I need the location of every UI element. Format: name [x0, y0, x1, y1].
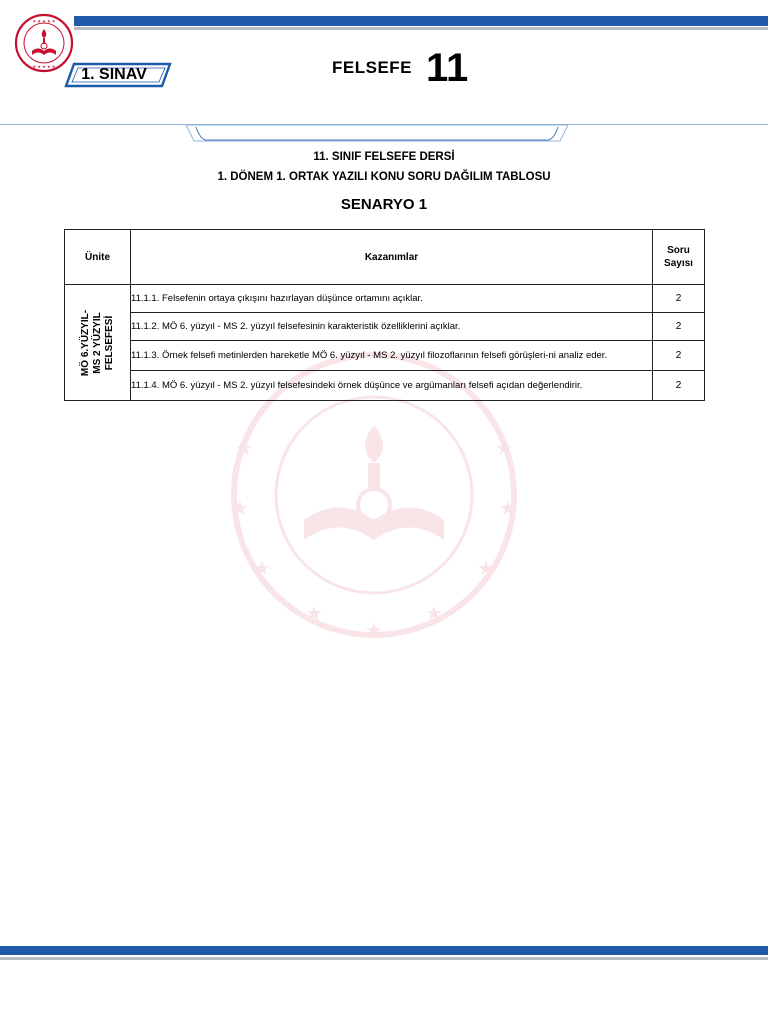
- svg-text:★: ★: [495, 436, 513, 460]
- count-cell: 2: [653, 341, 705, 371]
- bottom-accent-stripe: [0, 957, 768, 960]
- outcome-cell: 11.1.1. Felsefenin ortaya çıkışını hazırlayan düşünce ortamını açıklar.: [131, 285, 653, 313]
- scenario-title: SENARYO 1: [340, 196, 428, 213]
- svg-text:★: ★: [235, 436, 253, 460]
- svg-text:★ ★ ★ ★ ★: ★ ★ ★ ★ ★: [32, 64, 56, 69]
- svg-text:★: ★: [499, 496, 517, 520]
- table-row: [65, 285, 705, 313]
- exam-tab: [64, 61, 172, 89]
- outcome-cell: 11.1.3. Örnek felsefi metinlerden hareketle MÖ 6. yüzyıl - MS 2. yüzyıl filozoflarının felsefi görüşleri-ni analiz eder.: [131, 341, 653, 371]
- table-row: [65, 313, 705, 341]
- unit-cell: [65, 285, 131, 401]
- subject-title: FELSEFE: [332, 58, 413, 77]
- top-accent-bar: [74, 16, 768, 26]
- svg-text:★: ★: [425, 601, 443, 625]
- table-row: [65, 341, 705, 371]
- svg-text:★: ★: [477, 556, 495, 580]
- svg-text:★: ★: [253, 556, 271, 580]
- column-header-count: Soru Sayısı: [653, 230, 705, 285]
- table-row: [65, 371, 705, 401]
- grade-number: 11: [426, 46, 469, 90]
- column-header-unit: Ünite: [65, 230, 131, 285]
- topic-distribution-table: [64, 229, 705, 401]
- svg-text:★ ★ ★ ★ ★: ★ ★ ★ ★ ★: [32, 18, 56, 24]
- svg-text:★: ★: [305, 601, 323, 625]
- outcome-cell: 11.1.2. MÖ 6. yüzyıl - MS 2. yüzyıl felsefesinin karakteristik özelliklerini açıklar.: [131, 313, 653, 341]
- svg-text:★: ★: [231, 496, 249, 520]
- top-accent-stripe: [74, 27, 768, 30]
- header-bracket: [186, 124, 568, 144]
- count-cell: 2: [653, 285, 705, 313]
- table-header-row: [65, 230, 705, 285]
- bottom-accent-bar: [0, 946, 768, 955]
- document-title: 11. SINIF FELSEFE DERSİ: [313, 151, 455, 163]
- column-header-outcomes: Kazanımlar: [131, 230, 653, 285]
- outcome-cell: 11.1.4. MÖ 6. yüzyıl - MS 2. yüzyıl felsefesindeki örnek düşünce ve argümanları felsefi açıdan değerlendirir.: [131, 371, 653, 401]
- count-cell: 2: [653, 371, 705, 401]
- unit-label: MÖ 6.YÜZYIL- MS 2 YÜZYIL FELSEFESİ: [79, 309, 115, 376]
- count-cell: 2: [653, 313, 705, 341]
- exam-label: 1. SINAV: [81, 66, 147, 83]
- document-subtitle: 1. DÖNEM 1. ORTAK YAZILI KONU SORU DAĞILIM TABLOSU: [217, 171, 551, 183]
- svg-text:★: ★: [365, 618, 383, 642]
